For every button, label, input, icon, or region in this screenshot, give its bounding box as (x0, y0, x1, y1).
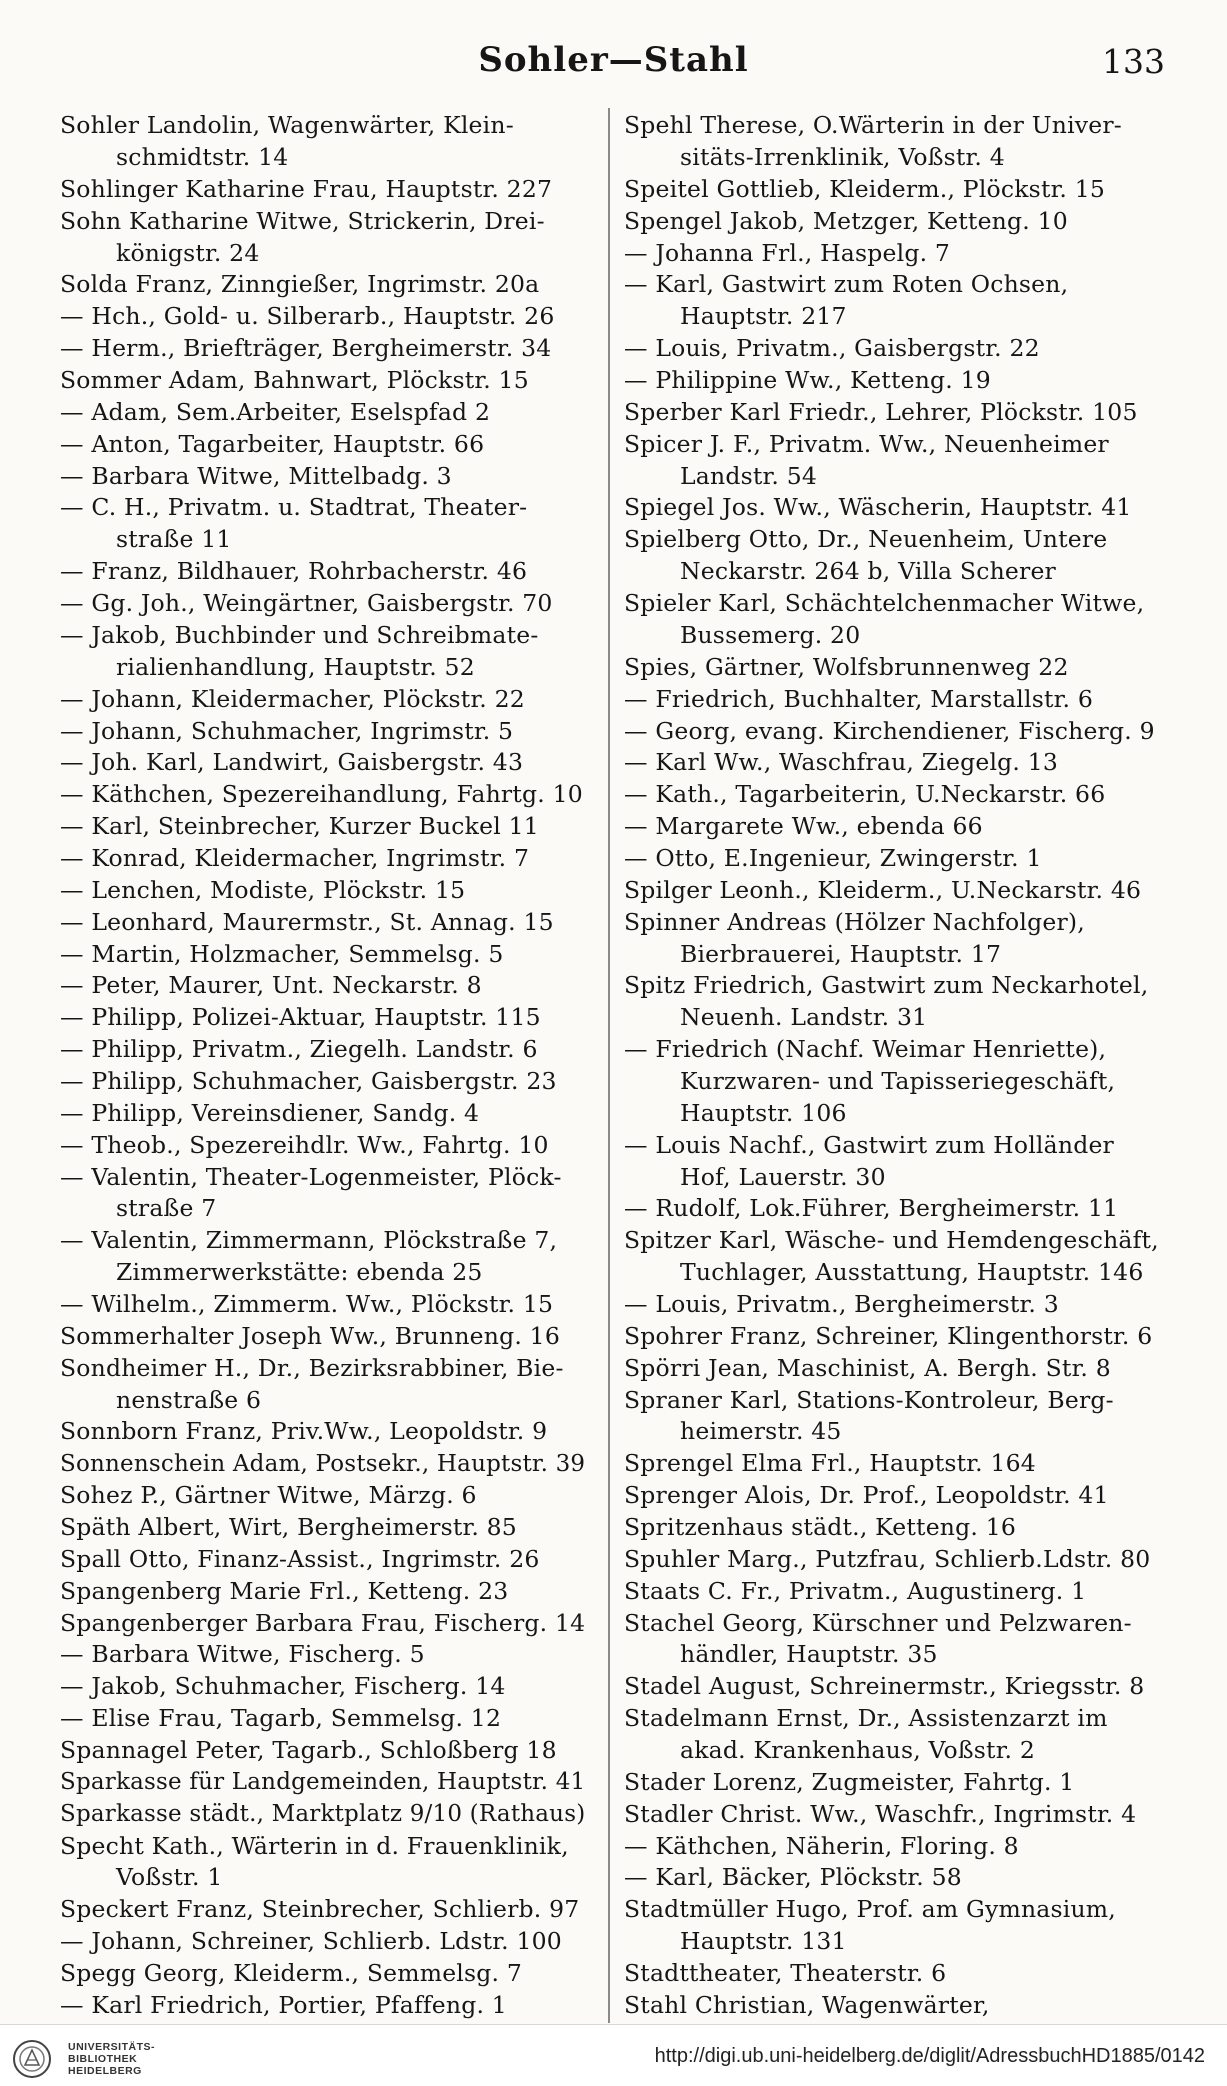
directory-entry: Spicer J. F., Privatm. Ww., Neuenheimer (624, 429, 1109, 458)
directory-entry-continuation: nenstraße 6 (116, 1385, 262, 1414)
right-column (624, 110, 1166, 2022)
directory-entry: — Kath., Tagarbeiterin, U.Neckarstr. 66 (624, 780, 1106, 809)
directory-entry: — Philipp, Privatm., Ziegelh. Landstr. 6 (60, 1035, 538, 1064)
directory-entry-continuation: rialienhandlung, Hauptstr. 52 (116, 652, 475, 681)
directory-entry: Sprenger Alois, Dr. Prof., Leopoldstr. 41 (624, 1481, 1109, 1510)
directory-entry: Staats C. Fr., Privatm., Augustinerg. 1 (624, 1576, 1087, 1605)
directory-entry: — Leonhard, Maurermstr., St. Annag. 15 (60, 907, 554, 936)
directory-entry: — Friedrich, Buchhalter, Marstallstr. 6 (624, 684, 1093, 713)
directory-entry: — Franz, Bildhauer, Rohrbacherstr. 46 (60, 557, 528, 586)
directory-entry: — Johann, Schreiner, Schlierb. Ldstr. 100 (60, 1927, 562, 1956)
directory-entry: — Louis Nachf., Gastwirt zum Holländer (624, 1130, 1114, 1159)
directory-entry: Speitel Gottlieb, Kleiderm., Plöckstr. 15 (624, 174, 1106, 203)
column-divider (608, 108, 610, 2023)
directory-entry-continuation: Voßstr. 1 (116, 1863, 223, 1892)
directory-entry-continuation: händler, Hauptstr. 35 (680, 1640, 938, 1669)
directory-entry: Späth Albert, Wirt, Bergheimerstr. 85 (60, 1512, 517, 1541)
directory-entry: Spengel Jakob, Metzger, Ketteng. 10 (624, 206, 1068, 235)
directory-entry: Spohrer Franz, Schreiner, Klingenthorstr. 6 (624, 1321, 1153, 1350)
directory-entry: — Barbara Witwe, Mittelbadg. 3 (60, 461, 452, 490)
directory-entry: — Hch., Gold- u. Silberarb., Hauptstr. 26 (60, 302, 555, 331)
directory-entry: Spangenberg Marie Frl., Ketteng. 23 (60, 1576, 509, 1605)
directory-entry: — Valentin, Theater-Logenmeister, Plöck- (60, 1162, 562, 1191)
directory-entry: — Anton, Tagarbeiter, Hauptstr. 66 (60, 429, 485, 458)
directory-entry: Spritzenhaus städt., Ketteng. 16 (624, 1512, 1017, 1541)
directory-entry: Sperber Karl Friedr., Lehrer, Plöckstr. 105 (624, 397, 1138, 426)
directory-entry: — C. H., Privatm. u. Stadtrat, Theater- (60, 493, 528, 522)
directory-entry: Spehl Therese, O.Wärterin in der Univer- (624, 111, 1122, 140)
directory-entry-continuation: Bussemerg. 20 (680, 620, 861, 649)
library-name-line: UNIVERSITÄTS- (68, 2041, 156, 2053)
directory-entry: Speckert Franz, Steinbrecher, Schlierb. 97 (60, 1895, 580, 1924)
directory-entry: — Rudolf, Lok.Führer, Bergheimerstr. 11 (624, 1194, 1119, 1223)
directory-entry: — Johann, Schuhmacher, Ingrimstr. 5 (60, 716, 514, 745)
directory-entry: — Philipp, Schuhmacher, Gaisbergstr. 23 (60, 1066, 557, 1095)
directory-entry: Stadelmann Ernst, Dr., Assistenzarzt im (624, 1704, 1108, 1733)
directory-entry-continuation: Zimmerwerkstätte: ebenda 25 (116, 1258, 483, 1287)
directory-entry: Spangenberger Barbara Frau, Fischerg. 14 (60, 1608, 586, 1637)
directory-entry-continuation: Bierbrauerei, Hauptstr. 17 (680, 939, 1002, 968)
directory-entry: Sohez P., Gärtner Witwe, Märzg. 6 (60, 1481, 477, 1510)
directory-entry: — Karl Friedrich, Portier, Pfaffeng. 1 (60, 1990, 507, 2019)
library-name-line: HEIDELBERG (68, 2065, 142, 2077)
directory-entry-continuation: Hauptstr. 217 (680, 302, 847, 331)
directory-entry-continuation: straße 11 (116, 525, 232, 554)
directory-entry: Stadtmüller Hugo, Prof. am Gymnasium, (624, 1895, 1116, 1924)
library-seal-icon (12, 2039, 52, 2079)
directory-entry-continuation: straße 7 (116, 1194, 217, 1223)
directory-entry: — Johanna Frl., Haspelg. 7 (624, 238, 951, 267)
directory-entry: Spiegel Jos. Ww., Wäscherin, Hauptstr. 41 (624, 493, 1132, 522)
directory-entry: Stadel August, Schreinermstr., Kriegsstr. 8 (624, 1672, 1145, 1701)
directory-entry: — Philippine Ww., Ketteng. 19 (624, 366, 991, 395)
directory-entry: — Gg. Joh., Weingärtner, Gaisbergstr. 70 (60, 589, 553, 618)
directory-entry-continuation: heimerstr. 45 (680, 1417, 842, 1446)
directory-entry-continuation: königstr. 24 (116, 238, 260, 267)
directory-entry-continuation: sitäts-Irrenklinik, Voßstr. 4 (680, 143, 1005, 172)
directory-entry-continuation: Neckarstr. 264 b, Villa Scherer (680, 557, 1056, 586)
directory-entry-continuation: Neuenh. Landstr. 31 (680, 1003, 928, 1032)
directory-entry: — Jakob, Buchbinder und Schreibmate- (60, 620, 539, 649)
directory-entry: — Jakob, Schuhmacher, Fischerg. 14 (60, 1672, 506, 1701)
directory-entry: — Valentin, Zimmermann, Plöckstraße 7, (60, 1226, 558, 1255)
left-column (60, 110, 595, 2022)
directory-entry: Sommerhalter Joseph Ww., Brunneng. 16 (60, 1321, 560, 1350)
directory-entry: — Karl, Bäcker, Plöckstr. 58 (624, 1863, 962, 1892)
directory-entry: — Karl Ww., Waschfrau, Ziegelg. 13 (624, 748, 1059, 777)
page-number: 133 (1102, 42, 1165, 81)
directory-entry: Spieler Karl, Schächtelchenmacher Witwe, (624, 589, 1145, 618)
directory-entry: Sohn Katharine Witwe, Strickerin, Drei- (60, 206, 545, 235)
directory-entry: Sonnborn Franz, Priv.Ww., Leopoldstr. 9 (60, 1417, 548, 1446)
directory-entry: Sprengel Elma Frl., Hauptstr. 164 (624, 1449, 1036, 1478)
directory-entry: — Theob., Spezereihdlr. Ww., Fahrtg. 10 (60, 1130, 549, 1159)
directory-entry: — Adam, Sem.Arbeiter, Eselspfad 2 (60, 397, 491, 426)
directory-entry: Specht Kath., Wärterin in d. Frauenklinik, (60, 1831, 569, 1860)
directory-entry: — Wilhelm., Zimmerm. Ww., Plöckstr. 15 (60, 1289, 554, 1318)
directory-entry: — Barbara Witwe, Fischerg. 5 (60, 1640, 425, 1669)
directory-entry: — Käthchen, Näherin, Floring. 8 (624, 1831, 1019, 1860)
directory-entry-continuation: Landstr. 54 (680, 461, 817, 490)
directory-entry: Sondheimer H., Dr., Bezirksrabbiner, Bie- (60, 1353, 564, 1382)
directory-entry: Stachel Georg, Kürschner und Pelzwaren- (624, 1608, 1132, 1637)
running-head (0, 28, 1227, 88)
directory-entry: Sparkasse städt., Marktplatz 9/10 (Rathaus) (60, 1800, 586, 1827)
directory-entry: — Johann, Kleidermacher, Plöckstr. 22 (60, 684, 525, 713)
directory-entry: Spinner Andreas (Hölzer Nachfolger), (624, 907, 1085, 936)
directory-entry: Spannagel Peter, Tagarb., Schloßberg 18 (60, 1736, 557, 1764)
directory-entry: — Elise Frau, Tagarb, Semmelsg. 12 (60, 1704, 502, 1733)
directory-entry: Stadttheater, Theaterstr. 6 (624, 1959, 947, 1988)
digitization-footer (0, 2024, 1227, 2086)
directory-entry-continuation: Hauptstr. 131 (680, 1927, 847, 1956)
directory-entry: — Louis, Privatm., Bergheimerstr. 3 (624, 1289, 1059, 1318)
directory-entry: — Philipp, Polizei-Aktuar, Hauptstr. 115 (60, 1003, 541, 1032)
source-url-link[interactable]: http://digi.ub.uni-heidelberg.de/diglit/AdressbuchHD1885/0142 (654, 2045, 1205, 2067)
directory-entry: — Käthchen, Spezereihandlung, Fahrtg. 10 (60, 780, 583, 809)
directory-entry: Spitz Friedrich, Gastwirt zum Neckarhotel, (624, 971, 1149, 1000)
page-title: Sohler—Stahl (478, 40, 749, 80)
directory-entry: Spies, Gärtner, Wolfsbrunnenweg 22 (624, 652, 1069, 681)
directory-entry: Sohler Landolin, Wagenwärter, Klein- (60, 111, 514, 140)
directory-entry: Spuhler Marg., Putzfrau, Schlierb.Ldstr. 80 (624, 1544, 1151, 1573)
directory-entry: Spitzer Karl, Wäsche- und Hemdengeschäft, (624, 1226, 1159, 1255)
directory-entry: Stader Lorenz, Zugmeister, Fahrtg. 1 (624, 1767, 1075, 1796)
directory-entry: — Karl, Gastwirt zum Roten Ochsen, (624, 270, 1069, 299)
directory-entry: Sonnenschein Adam, Postsekr., Hauptstr. 39 (60, 1450, 586, 1477)
directory-entry: Spall Otto, Finanz-Assist., Ingrimstr. 26 (60, 1544, 540, 1573)
directory-entry: — Philipp, Vereinsdiener, Sandg. 4 (60, 1098, 480, 1127)
directory-entry-continuation: Hof, Lauerstr. 30 (680, 1162, 886, 1191)
directory-entry-continuation: schmidtstr. 14 (116, 143, 289, 172)
directory-entry: Spielberg Otto, Dr., Neuenheim, Untere (624, 525, 1108, 554)
directory-entry: Sohlinger Katharine Frau, Hauptstr. 227 (60, 174, 553, 203)
directory-entry-continuation: akad. Krankenhaus, Voßstr. 2 (680, 1736, 1036, 1764)
directory-entry: — Georg, evang. Kirchendiener, Fischerg. 9 (624, 716, 1155, 745)
directory-entry: — Lenchen, Modiste, Plöckstr. 15 (60, 875, 466, 904)
directory-entry: Spegg Georg, Kleiderm., Semmelsg. 7 (60, 1959, 523, 1988)
directory-entry-continuation: Hauptstr. 106 (680, 1098, 847, 1127)
directory-entry: Spörri Jean, Maschinist, A. Bergh. Str. 8 (624, 1353, 1111, 1382)
directory-entry: — Otto, E.Ingenieur, Zwingerstr. 1 (624, 843, 1042, 872)
directory-entry: Stadler Christ. Ww., Waschfr., Ingrimstr. 4 (624, 1799, 1137, 1828)
directory-entry: — Peter, Maurer, Unt. Neckarstr. 8 (60, 971, 482, 1000)
directory-entry: — Louis, Privatm., Gaisbergstr. 22 (624, 334, 1040, 363)
directory-entry: — Joh. Karl, Landwirt, Gaisbergstr. 43 (60, 748, 524, 777)
directory-entry: Stahl Christian, Wagenwärter, (624, 1990, 990, 2019)
directory-entry: — Margarete Ww., ebenda 66 (624, 812, 983, 841)
directory-entry: Sparkasse für Landgemeinden, Hauptstr. 41 (60, 1769, 586, 1796)
directory-entry-continuation: Kurzwaren- und Tapisseriegeschäft, (680, 1066, 1116, 1095)
directory-entry: — Konrad, Kleidermacher, Ingrimstr. 7 (60, 843, 530, 872)
library-name (68, 2041, 155, 2077)
directory-entry: — Herm., Briefträger, Bergheimerstr. 34 (60, 334, 552, 363)
directory-entry: Spraner Karl, Stations-Kontroleur, Berg- (624, 1385, 1114, 1414)
directory-entry: — Martin, Holzmacher, Semmelsg. 5 (60, 939, 504, 968)
directory-entry-continuation: Tuchlager, Ausstattung, Hauptstr. 146 (680, 1258, 1144, 1287)
library-name-line: BIBLIOTHEK (68, 2053, 138, 2065)
directory-entry: — Friedrich (Nachf. Weimar Henriette), (624, 1035, 1107, 1064)
directory-entry: Spilger Leonh., Kleiderm., U.Neckarstr. 46 (624, 875, 1142, 904)
directory-entry: Solda Franz, Zinngießer, Ingrimstr. 20a (60, 270, 540, 299)
directory-entry: — Karl, Steinbrecher, Kurzer Buckel 11 (60, 812, 539, 841)
directory-entry: Sommer Adam, Bahnwart, Plöckstr. 15 (60, 366, 529, 395)
